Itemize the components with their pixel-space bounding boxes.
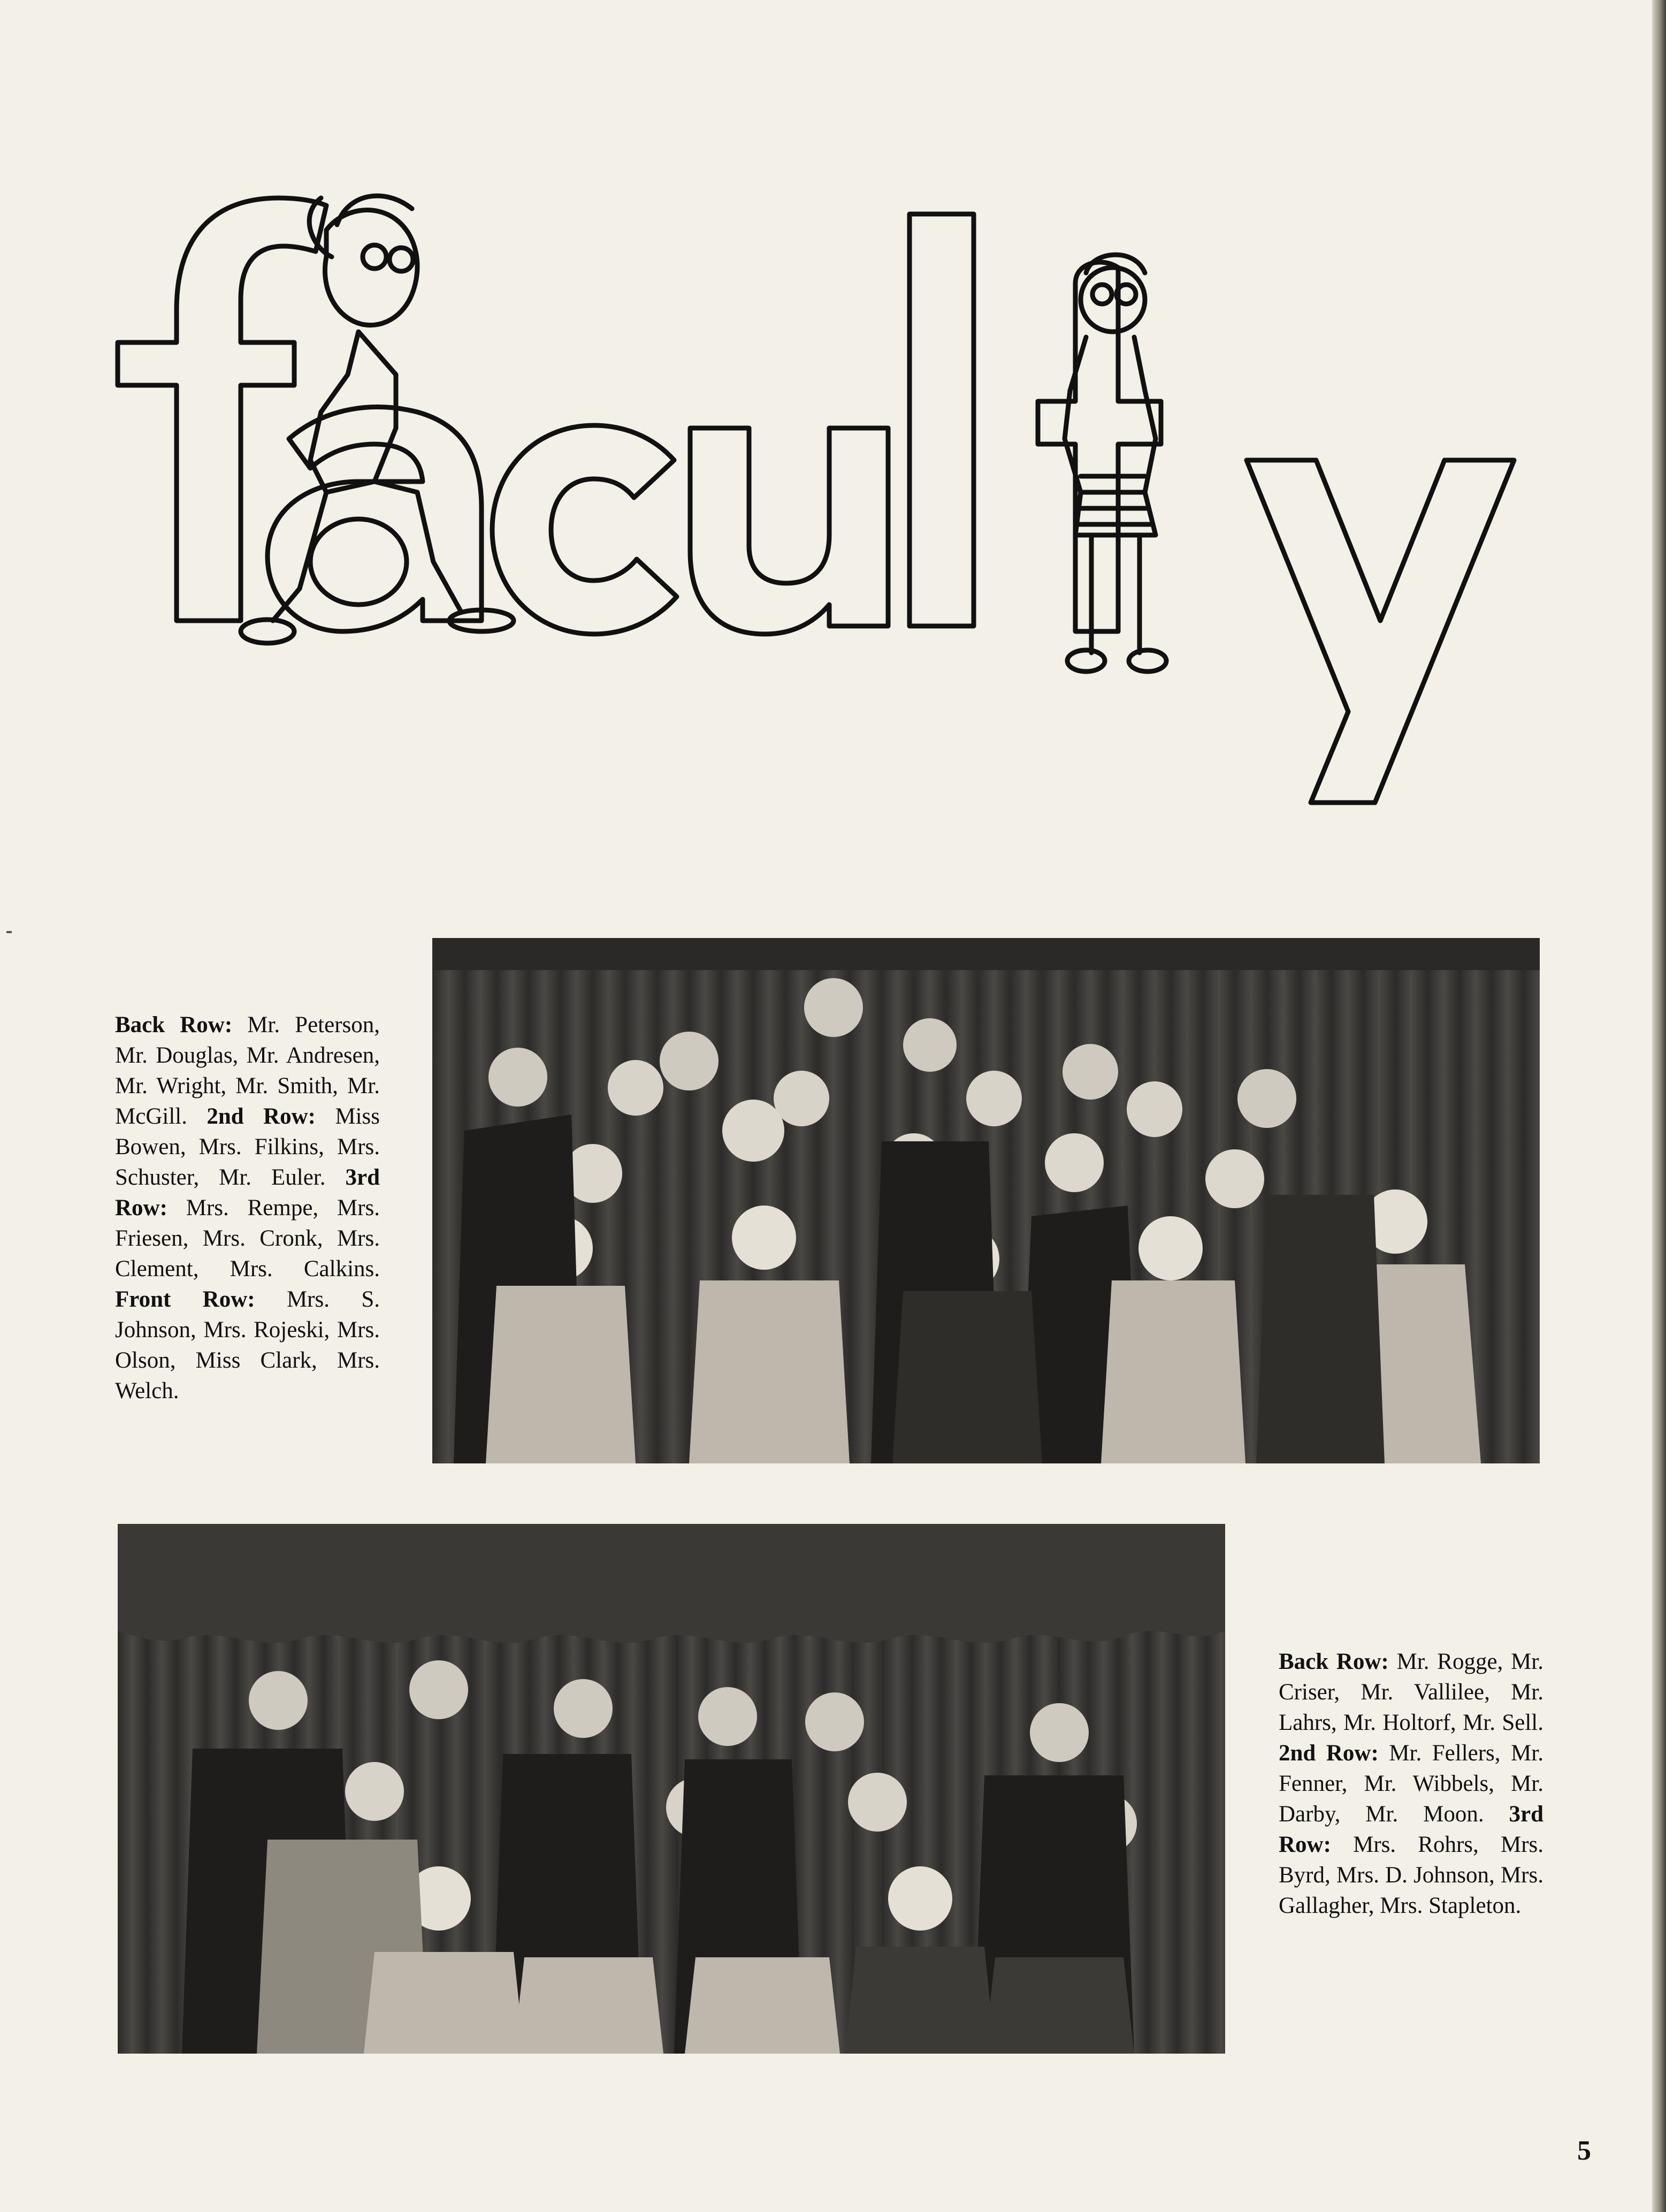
row-label: 3rd Row:	[1279, 1802, 1543, 1857]
faculty-headline	[96, 161, 1584, 867]
row-names: Mrs. S. Johnson, Mrs. Rojeski, Mrs. Olson, Miss Clark, Mrs. Welch.	[115, 1287, 380, 1404]
margin-mark	[6, 931, 12, 933]
row-names: Mr. Rogge, Mr. Criser, Mr. Vallilee, Mr. Lahrs, Mr. Holtorf, Mr. Sell.	[1279, 1649, 1543, 1735]
page-number: 5	[1577, 2135, 1591, 2166]
page-edge	[1652, 0, 1666, 2212]
row-names: Mrs. Rohrs, Mrs. Byrd, Mrs. D. Johnson, Mrs. Gallagher, Mrs. Stapleton.	[1279, 1832, 1543, 1918]
row-label: 2nd Row:	[1279, 1741, 1379, 1766]
row-label: Back Row:	[115, 1012, 233, 1038]
caption-top-photo	[115, 979, 380, 1406]
faculty-group-photo-1	[432, 938, 1540, 1463]
row-label: 3rd Row:	[115, 1165, 380, 1221]
row-label: 2nd Row:	[207, 1104, 316, 1129]
faculty-lettering-illustration	[96, 161, 1584, 867]
faculty-group-photo-2	[118, 1524, 1225, 2054]
row-label: Front Row:	[115, 1287, 255, 1312]
row-names: Mr. Fellers, Mr. Fenner, Mr. Wibbels, Mr. Darby, Mr. Moon.	[1279, 1741, 1543, 1827]
row-names: Miss Bowen, Mrs. Filkins, Mrs. Schuster, Mr. Euler.	[115, 1104, 380, 1190]
caption-bottom-photo	[1279, 1616, 1543, 1921]
row-names: Mrs. Rempe, Mrs. Friesen, Mrs. Cronk, Mrs. Clement, Mrs. Calkins.	[115, 1195, 380, 1282]
row-names: Mr. Peterson, Mr. Douglas, Mr. Andresen, Mr. Wright, Mr. Smith, Mr. McGill.	[115, 1012, 380, 1129]
row-label: Back Row:	[1279, 1649, 1389, 1674]
